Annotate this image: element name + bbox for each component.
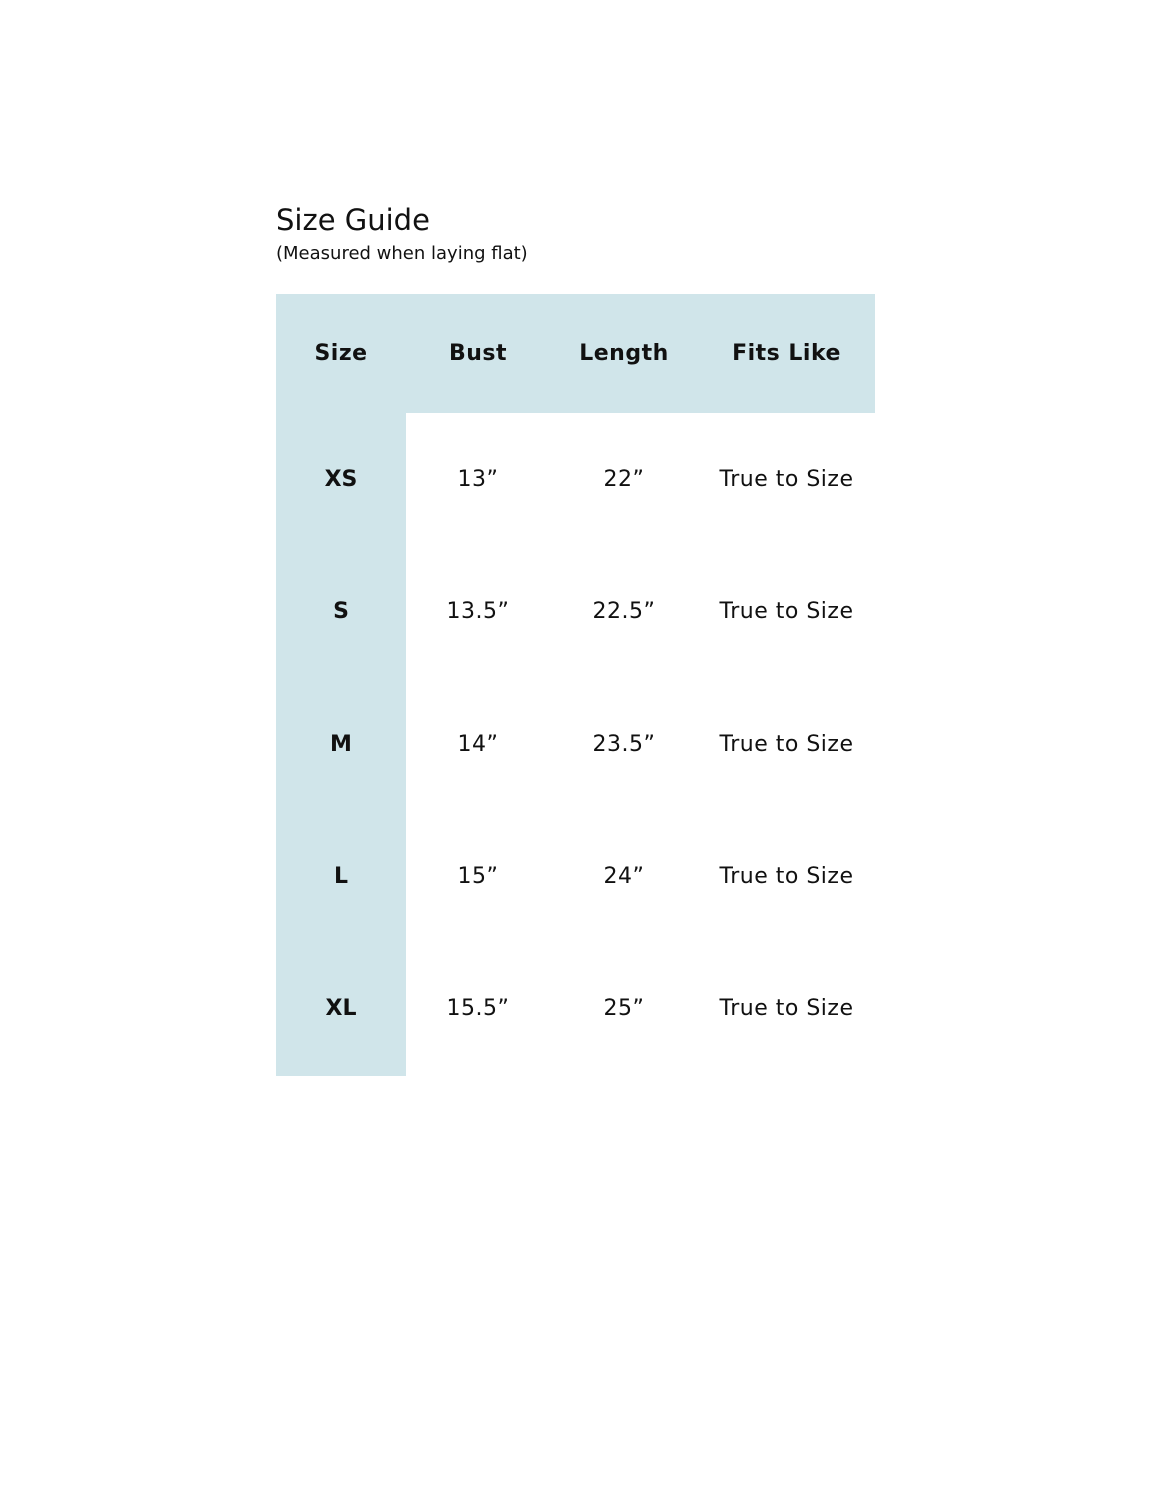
page-subtitle: (Measured when laying flat) [276, 243, 528, 264]
table-row [276, 677, 875, 811]
fit-cell: True to Size [719, 731, 854, 757]
header-fits-like: Fits Like [732, 341, 841, 366]
length-cell: 24” [603, 863, 645, 889]
fit-cell: True to Size [719, 863, 854, 889]
fit-cell: True to Size [719, 466, 854, 492]
table-row [276, 413, 875, 545]
size-cell: XS [324, 466, 358, 492]
fit-cell: True to Size [719, 996, 854, 1021]
table-row [276, 811, 875, 941]
length-cell: 22.5” [592, 598, 656, 624]
header-size: Size [314, 341, 368, 366]
size-table [276, 294, 875, 1076]
length-cell: 23.5” [592, 731, 656, 757]
length-cell: 22” [603, 466, 645, 492]
length-cell: 25” [603, 996, 645, 1021]
size-cell: S [333, 598, 349, 624]
table-header-row [276, 294, 875, 413]
header-length: Length [579, 341, 669, 366]
bust-cell: 15.5” [446, 996, 510, 1021]
size-cell: XL [325, 996, 357, 1021]
bust-cell: 15” [457, 863, 499, 889]
table-row [276, 545, 875, 677]
size-cell: L [333, 863, 349, 889]
page-title: Size Guide [276, 203, 430, 237]
bust-cell: 13” [457, 466, 499, 492]
bust-cell: 14” [457, 731, 499, 757]
table-row [276, 941, 875, 1076]
fit-cell: True to Size [719, 598, 854, 624]
bust-cell: 13.5” [446, 598, 510, 624]
size-cell: M [330, 731, 352, 757]
header-bust: Bust [448, 341, 508, 366]
